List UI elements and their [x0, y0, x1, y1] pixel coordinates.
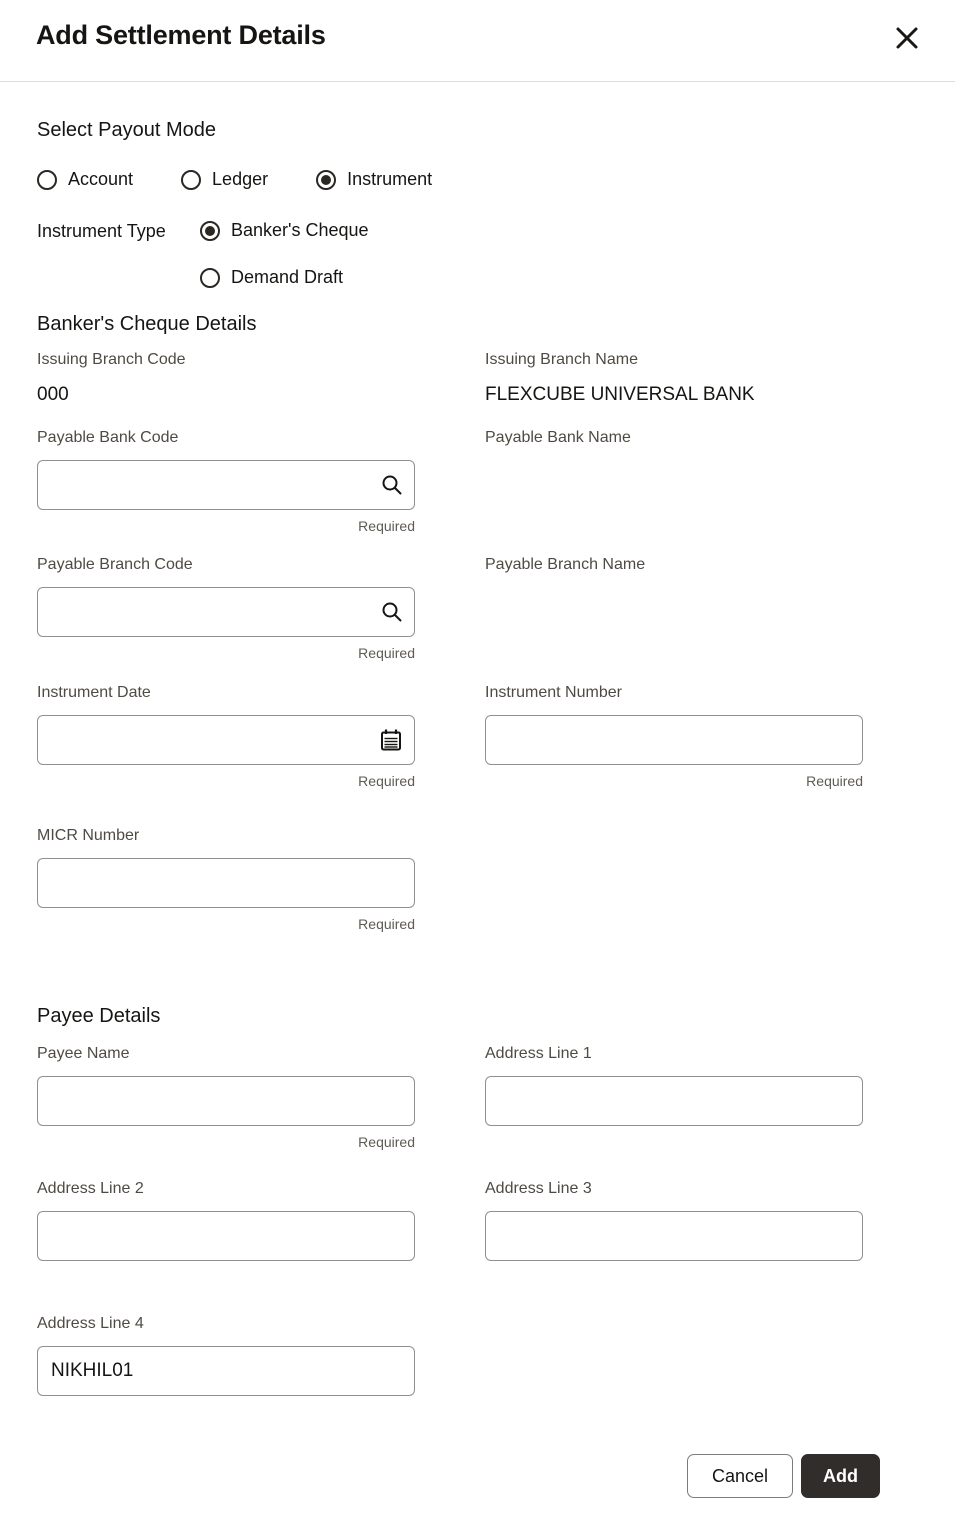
address-line-2-label: Address Line 2 [37, 1180, 144, 1197]
instrument-date-input[interactable] [37, 715, 415, 765]
payable-branch-name-label: Payable Branch Name [485, 556, 646, 573]
cancel-button[interactable]: Cancel [687, 1454, 793, 1498]
bankers-cheque-heading: Banker's Cheque Details [37, 313, 257, 335]
calendar-icon[interactable] [378, 727, 404, 753]
payout-mode-radio-group [37, 169, 918, 190]
instrument-date-label: Instrument Date [37, 684, 151, 701]
payable-branch-code-field [37, 556, 415, 661]
search-icon[interactable] [380, 600, 404, 624]
payee-name-field [37, 1045, 415, 1150]
address-line-4-input[interactable] [37, 1346, 415, 1396]
radio-bankers-cheque-label: Banker's Cheque [231, 220, 369, 240]
payable-bank-name-field [485, 429, 863, 460]
payable-branch-code-required: Required [358, 645, 415, 661]
address-line-4-label: Address Line 4 [37, 1315, 144, 1332]
payee-name-input[interactable] [37, 1076, 415, 1126]
dialog-header [0, 0, 955, 82]
radio-instrument-label: Instrument [347, 169, 433, 189]
instrument-number-input[interactable] [485, 715, 863, 765]
issuing-branch-code-value: 000 [37, 384, 69, 405]
payable-bank-code-input[interactable] [37, 460, 415, 510]
payout-mode-heading: Select Payout Mode [37, 119, 216, 141]
issuing-branch-code-field [37, 351, 415, 406]
instrument-number-required: Required [806, 773, 863, 789]
instrument-date-field [37, 684, 415, 789]
radio-ledger-label: Ledger [212, 169, 269, 189]
payable-bank-code-required: Required [358, 518, 415, 534]
dialog-footer [37, 1454, 918, 1498]
radio-account-label: Account [68, 169, 134, 189]
payable-bank-name-label: Payable Bank Name [485, 429, 631, 446]
radio-bankers-cheque[interactable] [200, 220, 369, 241]
payable-branch-code-label: Payable Branch Code [37, 556, 193, 573]
issuing-branch-name-field [485, 351, 863, 406]
radio-demand-draft-label: Demand Draft [231, 267, 344, 287]
payable-branch-name-field [485, 556, 863, 587]
micr-number-field [37, 827, 415, 932]
micr-number-label: MICR Number [37, 827, 140, 844]
payee-name-label: Payee Name [37, 1045, 130, 1062]
address-line-3-field [485, 1180, 863, 1261]
payable-bank-code-label: Payable Bank Code [37, 429, 179, 446]
radio-bankers-cheque-circle[interactable] [200, 221, 220, 241]
radio-ledger-circle[interactable] [181, 170, 201, 190]
radio-instrument[interactable] [316, 169, 432, 190]
instrument-type-options [200, 220, 369, 288]
address-line-4-field [37, 1315, 415, 1396]
radio-account-circle[interactable] [37, 170, 57, 190]
instrument-date-required: Required [358, 773, 415, 789]
search-icon[interactable] [380, 473, 404, 497]
issuing-branch-name-label: Issuing Branch Name [485, 351, 638, 368]
address-line-3-input[interactable] [485, 1211, 863, 1261]
radio-ledger[interactable] [181, 169, 268, 190]
instrument-type-label: Instrument Type [37, 221, 166, 241]
add-button[interactable]: Add [801, 1454, 880, 1498]
issuing-branch-name-value: FLEXCUBE UNIVERSAL BANK [485, 384, 755, 405]
payable-branch-code-input[interactable] [37, 587, 415, 637]
dialog-body [0, 119, 955, 1498]
micr-number-required: Required [358, 916, 415, 932]
radio-account[interactable] [37, 169, 133, 190]
address-line-1-field [485, 1045, 863, 1126]
address-line-1-label: Address Line 1 [485, 1045, 592, 1062]
instrument-number-field [485, 684, 863, 789]
address-line-3-label: Address Line 3 [485, 1180, 592, 1197]
close-icon [893, 24, 921, 52]
payable-bank-code-field [37, 429, 415, 534]
payee-name-required: Required [358, 1134, 415, 1150]
micr-number-input[interactable] [37, 858, 415, 908]
radio-demand-draft-circle[interactable] [200, 268, 220, 288]
payee-details-heading: Payee Details [37, 1005, 161, 1027]
issuing-branch-code-label: Issuing Branch Code [37, 351, 186, 368]
dialog-title: Add Settlement Details [36, 20, 326, 50]
address-line-2-input[interactable] [37, 1211, 415, 1261]
close-button[interactable] [891, 22, 923, 57]
address-line-2-field [37, 1180, 415, 1261]
instrument-type-group [37, 220, 918, 288]
address-line-1-input[interactable] [485, 1076, 863, 1126]
radio-demand-draft[interactable] [200, 267, 369, 288]
radio-instrument-circle[interactable] [316, 170, 336, 190]
instrument-number-label: Instrument Number [485, 684, 622, 701]
